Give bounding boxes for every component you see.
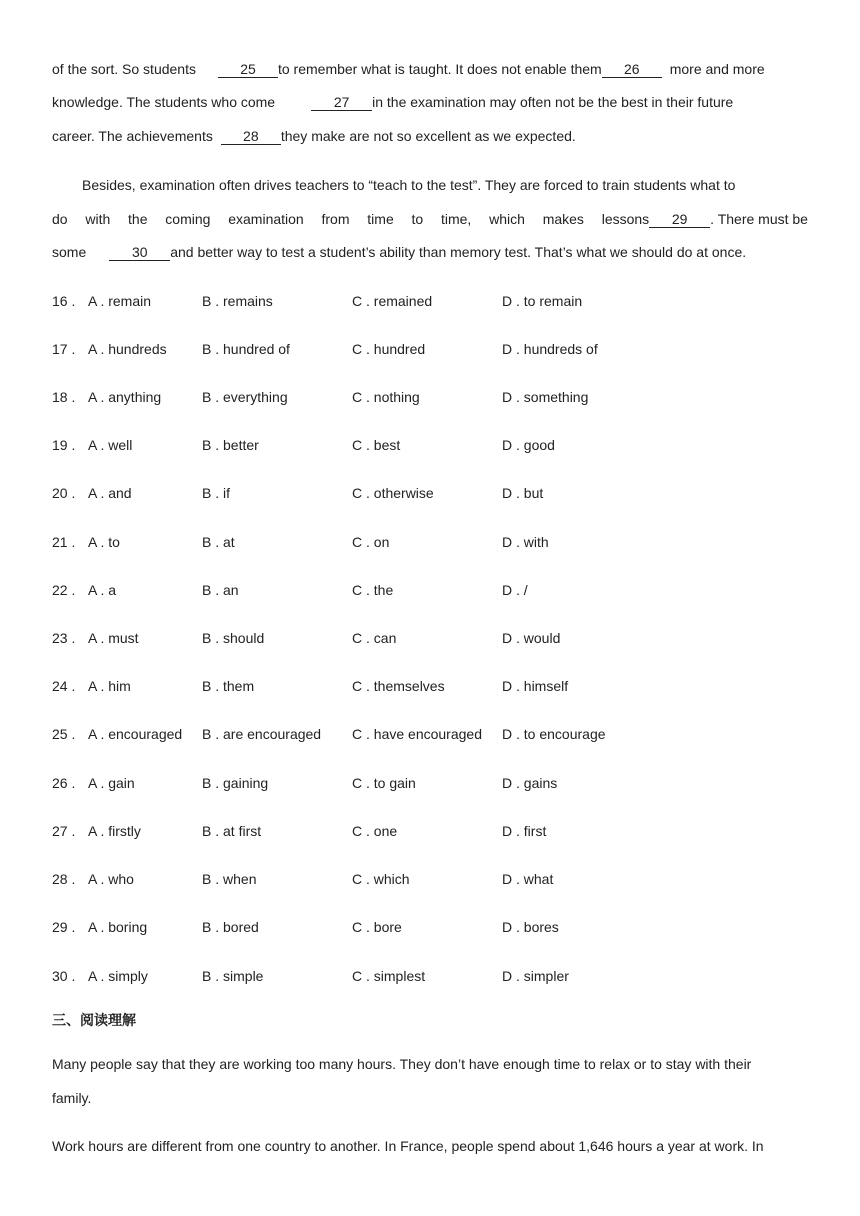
option-b: B . at — [202, 534, 235, 550]
passage-text: some — [52, 244, 87, 260]
option-d: D . bores — [502, 919, 559, 935]
option-a: A . to — [88, 534, 120, 550]
question-number: 21 . — [52, 534, 76, 550]
question-number: 25 . — [52, 726, 76, 742]
passage-line-2 — [52, 92, 733, 112]
option-b: B . if — [202, 485, 231, 501]
blank-26: 26 — [602, 61, 662, 78]
option-b: B . them — [202, 678, 255, 694]
blank-28: 28 — [221, 128, 281, 145]
section-heading: 三、阅读理解 — [52, 1012, 136, 1028]
option-c: C . nothing — [352, 389, 420, 405]
question-number: 30 . — [52, 968, 76, 984]
option-a: A . firstly — [88, 823, 141, 839]
option-a: A . a — [88, 582, 117, 598]
question-row — [52, 676, 808, 696]
passage-text: to remember what is taught. It does not enable them — [277, 61, 602, 77]
question-row — [52, 724, 808, 744]
option-c: C . otherwise — [352, 485, 434, 501]
word: the — [128, 211, 148, 227]
option-b: B . when — [202, 871, 257, 887]
option-c: C . one — [352, 823, 398, 839]
question-number: 22 . — [52, 582, 76, 598]
option-d: D . gains — [502, 775, 558, 791]
option-c: C . to gain — [352, 775, 416, 791]
passage-text: career. The achievements — [52, 128, 213, 144]
blank-25: 25 — [218, 61, 278, 78]
question-row — [52, 291, 808, 311]
question-row — [52, 966, 808, 986]
blank-29: 29 — [649, 211, 710, 228]
option-d: D . simpler — [502, 968, 569, 984]
option-a: A . simply — [88, 968, 148, 984]
option-c: C . remained — [352, 293, 433, 309]
option-b: B . everything — [202, 389, 288, 405]
option-d: D . something — [502, 389, 589, 405]
passage-text: and better way to test a student’s ability than memory test. That’s what we should do at once. — [170, 244, 747, 260]
reading-paragraph-1-line-1: Many people say that they are working too many hours. They don’t have enough time to relax or to stay with their — [52, 1056, 752, 1072]
option-d: D . with — [502, 534, 549, 550]
reading-paragraph-1-line-2: family. — [52, 1090, 92, 1106]
passage-text: in the examination may often not be the best in their future — [372, 94, 734, 110]
question-row — [52, 917, 808, 937]
option-c: C . themselves — [352, 678, 445, 694]
option-a: A . must — [88, 630, 139, 646]
question-number: 28 . — [52, 871, 76, 887]
question-number: 24 . — [52, 678, 76, 694]
option-d: D . himself — [502, 678, 569, 694]
word: coming — [165, 211, 211, 227]
option-c: C . on — [352, 534, 390, 550]
passage-line-1 — [52, 59, 765, 79]
question-number: 23 . — [52, 630, 76, 646]
option-d: D . what — [502, 871, 554, 887]
option-a: A . gain — [88, 775, 135, 791]
option-c: C . the — [352, 582, 394, 598]
word: do — [52, 211, 68, 227]
option-b: B . remains — [202, 293, 273, 309]
question-row — [52, 532, 808, 552]
option-b: B . bored — [202, 919, 259, 935]
passage-text: knowledge. The students who come — [52, 94, 276, 110]
option-a: A . encouraged — [88, 726, 183, 742]
option-b: B . an — [202, 582, 239, 598]
passage-line-6 — [52, 242, 746, 262]
option-c: C . best — [352, 437, 401, 453]
option-d: D . to encourage — [502, 726, 606, 742]
question-row — [52, 773, 808, 793]
question-row — [52, 869, 808, 889]
question-row — [52, 387, 808, 407]
word: examination — [228, 211, 304, 227]
blank-30: 30 — [109, 244, 170, 261]
question-row — [52, 821, 808, 841]
option-a: A . and — [88, 485, 132, 501]
word: which — [489, 211, 525, 227]
word: lessons — [601, 211, 650, 227]
passage-text: Besides, examination often drives teachers to “teach to the test”. They are forced to train students what to — [82, 177, 736, 193]
passage-line-3 — [52, 126, 576, 146]
question-row — [52, 435, 808, 455]
option-c: C . which — [352, 871, 410, 887]
question-number: 27 . — [52, 823, 76, 839]
option-d: D . good — [502, 437, 555, 453]
question-row — [52, 580, 808, 600]
word: from — [321, 211, 350, 227]
question-row — [52, 483, 808, 503]
question-number: 16 . — [52, 293, 76, 309]
option-a: A . him — [88, 678, 131, 694]
passage-text: of the sort. So students — [52, 61, 196, 77]
option-d: D . / — [502, 582, 528, 598]
option-b: B . simple — [202, 968, 264, 984]
option-d: D . but — [502, 485, 544, 501]
option-a: A . who — [88, 871, 134, 887]
option-b: B . gaining — [202, 775, 269, 791]
passage-line-4 — [82, 175, 735, 195]
option-a: A . anything — [88, 389, 162, 405]
question-number: 29 . — [52, 919, 76, 935]
option-d: D . would — [502, 630, 561, 646]
passage-text: more and more — [669, 61, 765, 77]
word: makes — [542, 211, 584, 227]
word: time — [367, 211, 394, 227]
option-d: D . hundreds of — [502, 341, 598, 357]
passage-line-5 — [52, 209, 808, 229]
question-row — [52, 339, 808, 359]
word: to — [411, 211, 424, 227]
option-a: A . boring — [88, 919, 148, 935]
option-a: A . remain — [88, 293, 152, 309]
word: with — [85, 211, 111, 227]
option-c: C . simplest — [352, 968, 426, 984]
option-c: C . hundred — [352, 341, 426, 357]
question-number: 17 . — [52, 341, 76, 357]
question-number: 18 . — [52, 389, 76, 405]
option-b: B . at first — [202, 823, 262, 839]
option-d: D . first — [502, 823, 547, 839]
option-d: D . to remain — [502, 293, 583, 309]
question-number: 20 . — [52, 485, 76, 501]
word: time, — [440, 211, 472, 227]
option-a: A . well — [88, 437, 133, 453]
word-group — [602, 209, 808, 229]
option-c: C . have encouraged — [352, 726, 482, 742]
word: . There must be — [710, 211, 808, 227]
question-number: 19 . — [52, 437, 76, 453]
blank-27: 27 — [311, 94, 372, 111]
option-b: B . should — [202, 630, 265, 646]
option-c: C . can — [352, 630, 397, 646]
reading-paragraph-2-line-1: Work hours are different from one country to another. In France, people spend about 1,646 hours a year at work. In — [52, 1138, 764, 1154]
option-b: B . are encouraged — [202, 726, 322, 742]
option-b: B . better — [202, 437, 259, 453]
passage-text: they make are not so excellent as we expected. — [280, 128, 576, 144]
option-b: B . hundred of — [202, 341, 290, 357]
option-a: A . hundreds — [88, 341, 167, 357]
option-c: C . bore — [352, 919, 402, 935]
question-number: 26 . — [52, 775, 76, 791]
question-row — [52, 628, 808, 648]
